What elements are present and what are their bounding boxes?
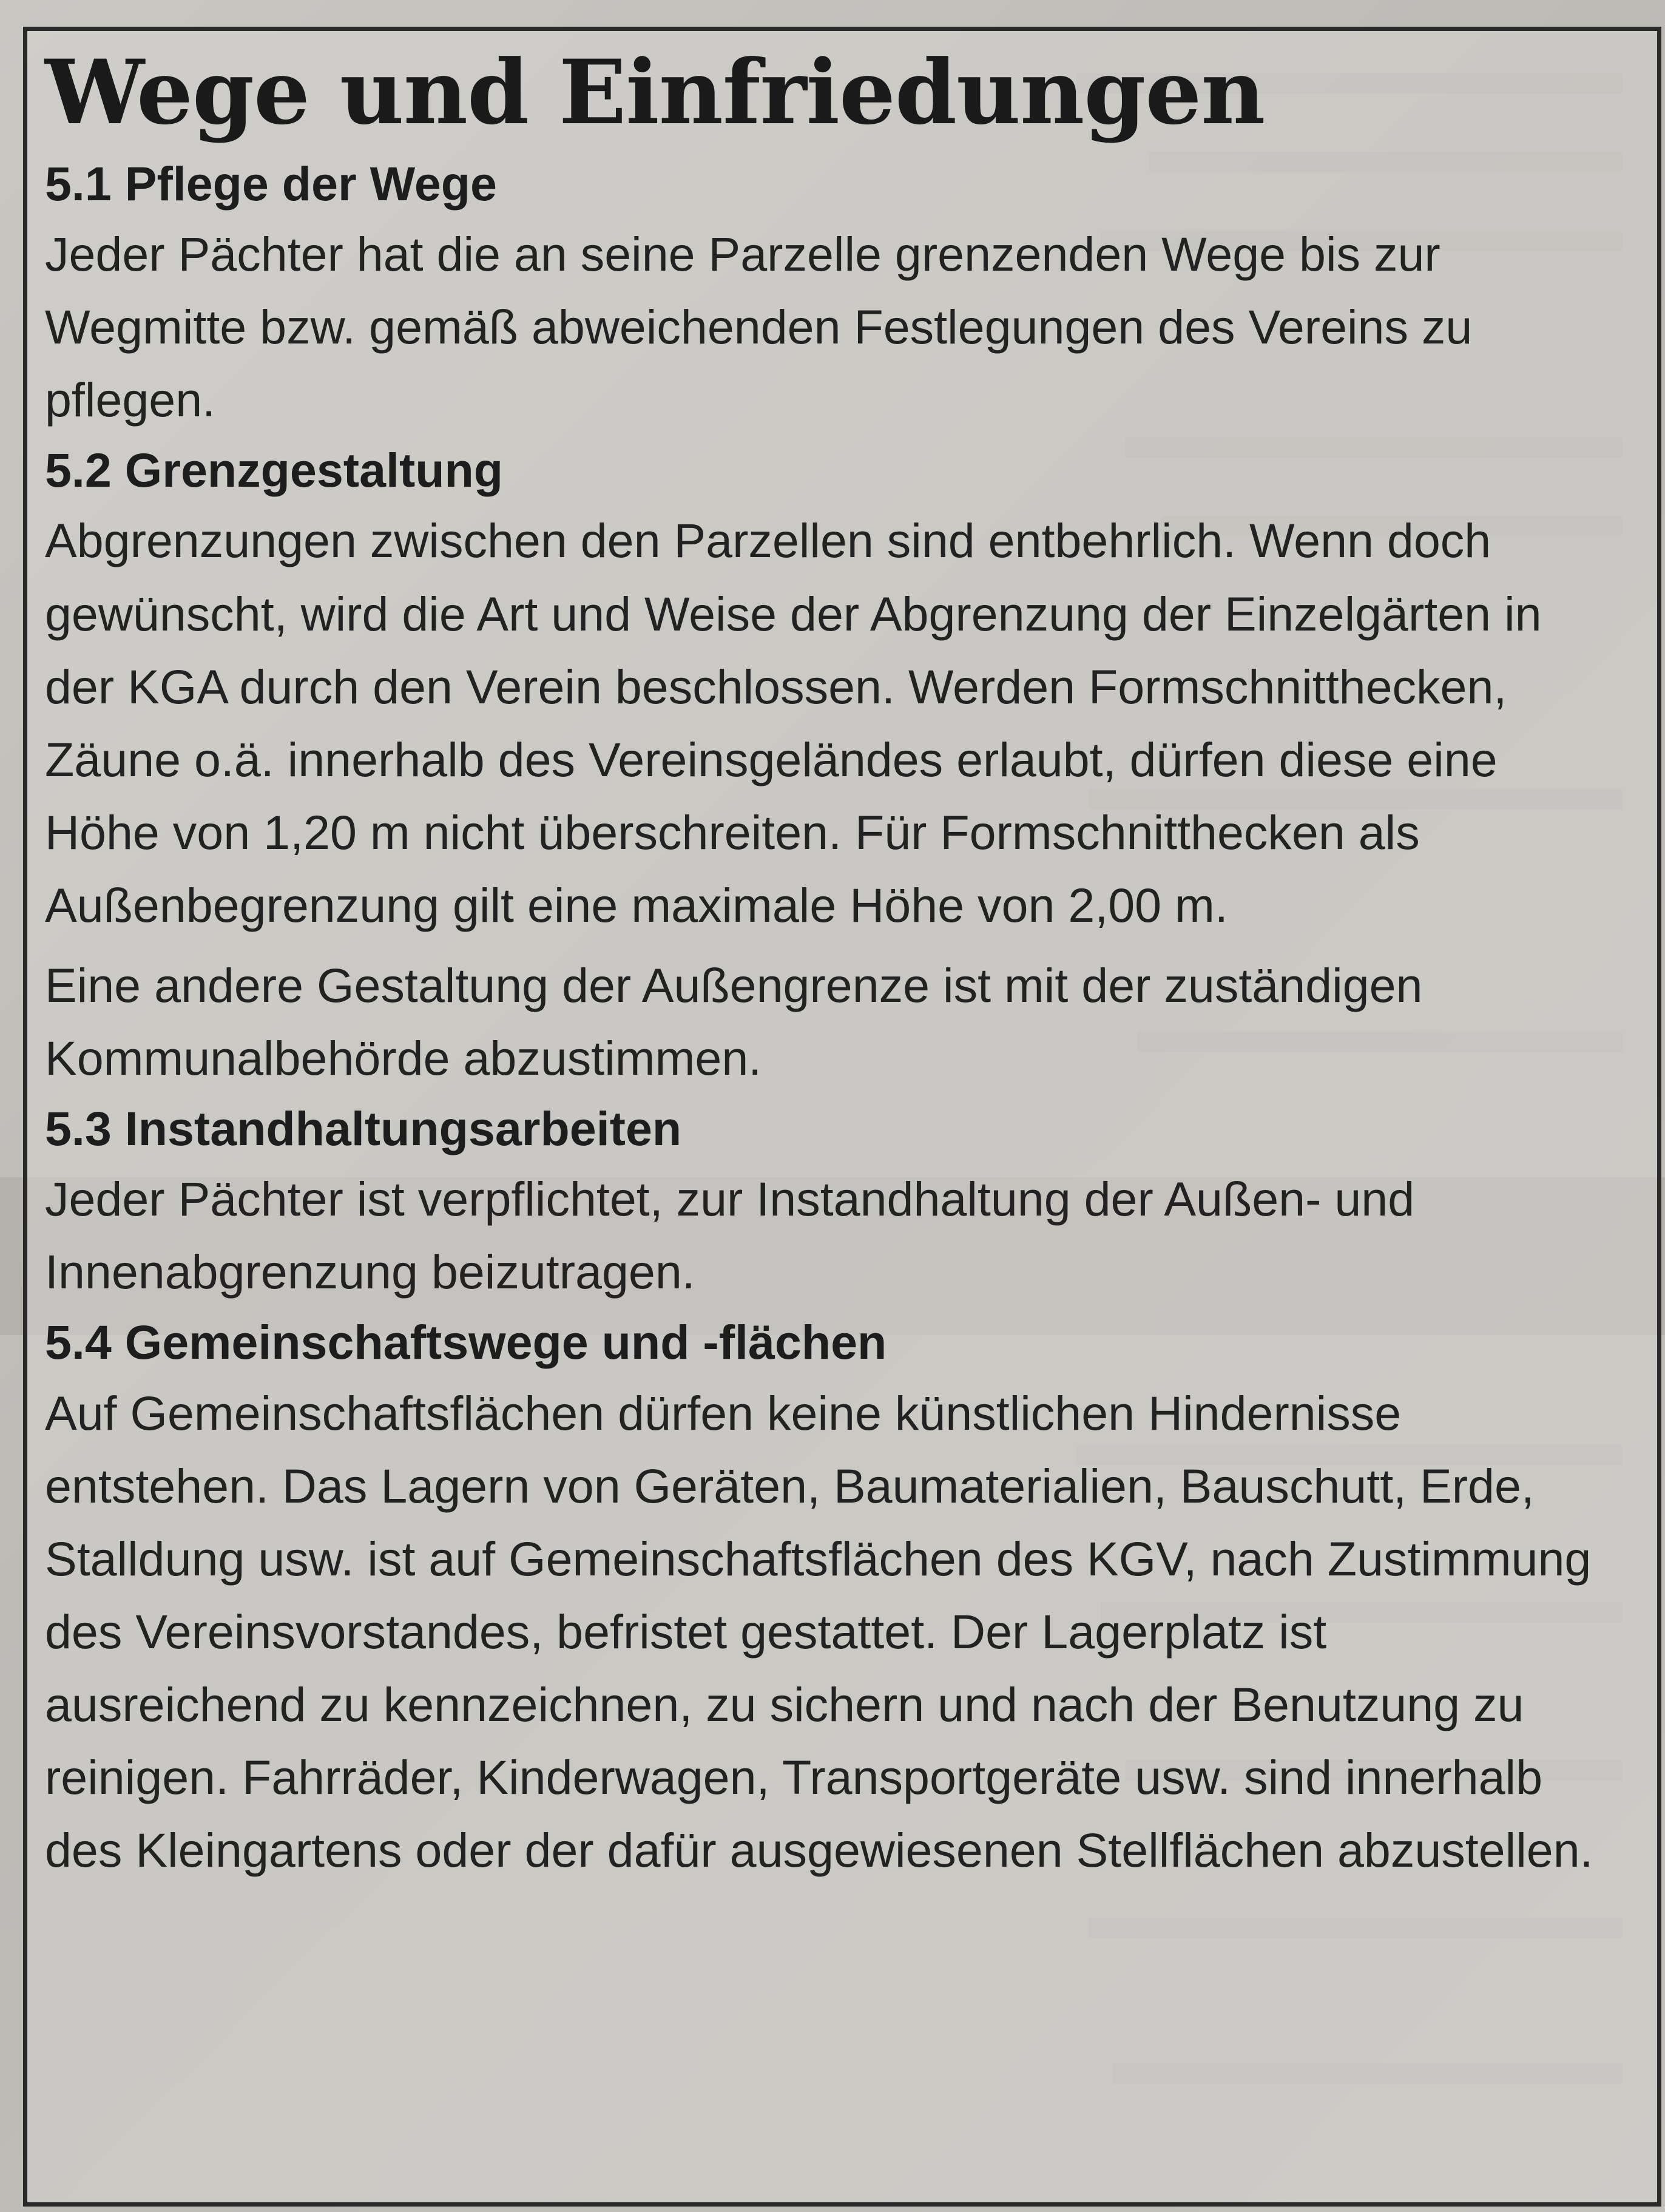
section-5-4 <box>45 1308 1598 1887</box>
section-paragraph: Jeder Pächter hat die an seine Parzelle grenzenden Wege bis zur Wegmitte bzw. gemäß abweichenden Festlegungen des Vereins zu pflegen. <box>45 227 1473 427</box>
section-heading: 5.4 Gemeinschaftswege und -flächen <box>45 1315 887 1370</box>
section-paragraph: Abgrenzungen zwischen den Parzellen sind entbehrlich. Wenn doch gewünscht, wird die Art und Weise der Abgrenzung der Einzelgärten in der KGA durch den Verein beschlossen. Werden Formschnitthecken, Zäune o.ä. innerhalb des Vereinsgeländes erlaubt, dürfen diese eine Höhe von 1,20 m nicht überschreiten. Für Formschnitthecken als Außenbegrenzung gilt eine maximale Höhe von 2,00 m. <box>45 513 1542 932</box>
section-5-1 <box>45 150 1598 436</box>
section-paragraph: Auf Gemeinschaftsflächen dürfen keine künstlichen Hindernisse entstehen. Das Lagern von Geräten, Baumaterialien, Bauschutt, Erde, Stalldung usw. ist auf Gemeinschaftsflächen des KGV, nach Zustimmung des Vereinsvorstandes, befristet gestattet. Der Lagerplatz ist ausreichend zu kennzeichnen, zu sichern und nach der Benutzung zu reinigen. Fahrräder, Kinderwagen, Transportgeräte usw. sind innerhalb des Kleingartens oder der dafür ausgewiesenen Stellflächen abzustellen. <box>45 1385 1593 1878</box>
section-heading: 5.1 Pflege der Wege <box>45 156 497 211</box>
section-5-2 <box>45 436 1598 1095</box>
document-title: Wege und Einfriedungen <box>45 41 1265 144</box>
section-paragraph: Eine andere Gestaltung der Außengrenze ist mit der zuständigen Kommunalbehörde abzustimmen. <box>45 958 1423 1085</box>
document-content <box>45 36 1598 1887</box>
section-paragraph: Jeder Pächter ist verpflichtet, zur Instandhaltung der Außen- und Innenabgrenzung beizutragen. <box>45 1172 1415 1299</box>
section-heading: 5.2 Grenzgestaltung <box>45 443 504 498</box>
section-5-3 <box>45 1095 1598 1308</box>
section-heading: 5.3 Instandhaltungsarbeiten <box>45 1101 682 1156</box>
